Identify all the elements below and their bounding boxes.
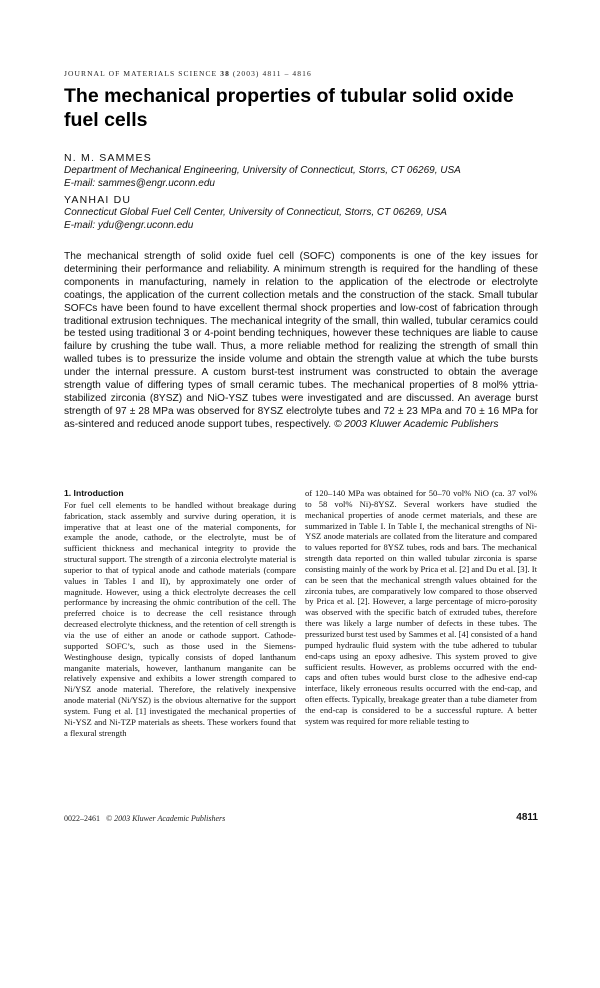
- journal-year-pages: (2003) 4811 – 4816: [232, 69, 312, 78]
- section-heading: 1. Introduction: [64, 488, 124, 498]
- running-head: [64, 69, 312, 78]
- journal-volume: 38: [220, 69, 230, 78]
- abstract: [64, 251, 538, 432]
- author-email: E-mail: sammes@engr.uconn.edu: [64, 177, 215, 189]
- journal-name: JOURNAL OF MATERIALS SCIENCE: [64, 69, 218, 78]
- body-paragraph: of 120–140 MPa was obtained for 50–70 vol% NiO (ca. 37 vol% to 58 vol% Ni)-8YSZ. Several workers have studied the mechanical properties of anode cermet materials, and these are summarized in Table I. In Table I, the mechanical strengths of Ni-YSZ anode materials are collated from the literature and compared to values reported for 8YSZ tubes, rods and bars. The mechanical strength data reported on thin walled tubular zirconia is sparse consisting mainly of the work by Prica et al. [2] and Du et al. [3]. It can be seen that the mechanical strength values obtained for the zirconia tubes, are comparatively low compared to those observed by Prica et al. [2]. However, a large percentage of micro-porosity was observed with the specific batch of extruded tubes, therefore there was likely a large number of defects in these tubes. The pressurized burst test used by Sammes et al. [4] consisted of a hand pumped hydraulic fluid system with the tube adhered to tubular end-caps using an epoxy adhesive. This system proved to give sufficient results. However, as problems occurred with the end-caps and often tubes would burst close to the adhesive end-cap interface, likely erroneous results occurred with the end-cap, and often effects. Typically, breakage greater than a tube diameter from the end-cap is considered to be a successful rupture. A better system was required for more reliable testing to: [305, 488, 537, 726]
- abstract-copyright: © 2003 Kluwer Academic Publishers: [333, 418, 499, 430]
- author-name: YANHAI DU: [64, 194, 132, 206]
- paper-title: The mechanical properties of tubular solid oxide fuel cells: [64, 85, 514, 131]
- author-affiliation: Department of Mechanical Engineering, University of Connecticut, Storrs, CT 06269, USA: [64, 165, 461, 176]
- footer-info: [64, 814, 225, 823]
- abstract-text: The mechanical strength of solid oxide fuel cell (SOFC) components is one of the key issues for determining their performance and reliability. A minimum strength is required for the handling of these components in manufacturing, namely in relation to the application of the electrode or electrolyte coatings, the application of the current collection metals and the construction of the stack. Small tubular SOFCs have been found to have excellent thermal shock properties and low-cost of fabrication through traditional extrusion techniques. The mechanical integrity of the small, thin walled, tubular ceramics could be tested using traditional 3 or 4-point bending techniques, however these techniques are liable to cause failure by crushing the tube wall. Thus, a more reliable method for realizing the strength of small thin walled tubes is to pressurize the inside volume and obtain the strength value at which the tube bursts under the internal pressure. A custom burst-test instrument was constructed to obtain the average strength value of differing types of small ceramic tubes. The mechanical properties of 8 mol% yttria-stabilized zirconia (8YSZ) and NiO-YSZ tubes were investigated and are discussed. An average burst strength of 97 ± 28 MPa was observed for 8YSZ electrolyte tubes and 72 ± 23 MPa and 70 ± 16 MPa for as-sintered and reduced anode support tubes, respectively.: [64, 251, 538, 430]
- author-affiliation: Connecticut Global Fuel Cell Center, University of Connecticut, Storrs, CT 06269, USA: [64, 207, 447, 218]
- footer-copyright: © 2003 Kluwer Academic Publishers: [106, 814, 226, 823]
- issn: 0022–2461: [64, 814, 100, 823]
- body-paragraph: For fuel cell elements to be handled without breakage during fabrication, stack assembly and survive during operation, it is imperative that at least one of the material components, for example the anode, cathode, or the electrolyte, must be of sufficient thickness and mechanical integrity to provide the structural support. The strength of a zirconia electrolyte material is superior to that of typical anode and cathode materials (compare values in Tables I and II), by approximately one order of magnitude. However, using a thick electrolyte decreases the cell performance by increasing the ohmic contribution of the cell. The preferred choice is to decrease the cell resistance through decreased electrolyte thickness, and the retention of cell strength is via the use of either an anode or cathode support. Cathode-supported SOFC’s, such as those used in the Siemens-Westinghouse design, typically consists of doped lanthanum manganite materials, however, lanthanum manganite can be relatively expensive and exhibits a lower strength compared to Ni/YSZ anode material. Therefore, the relatively inexpensive anode material (Ni/YSZ) is the obvious alternative for the support system. Fung et al. [1] investigated the mechanical properties of Ni-YSZ and Ni-TZP materials as sheets. These workers found that a flexural strength: [64, 499, 296, 738]
- body-column-right: [305, 488, 537, 727]
- author-block-1: [64, 152, 544, 190]
- author-name: N. M. SAMMES: [64, 152, 152, 164]
- author-email: E-mail: ydu@engr.uconn.edu: [64, 219, 194, 231]
- body-column-left: [64, 488, 296, 738]
- page-number: 4811: [516, 812, 538, 823]
- author-block-2: [64, 194, 544, 232]
